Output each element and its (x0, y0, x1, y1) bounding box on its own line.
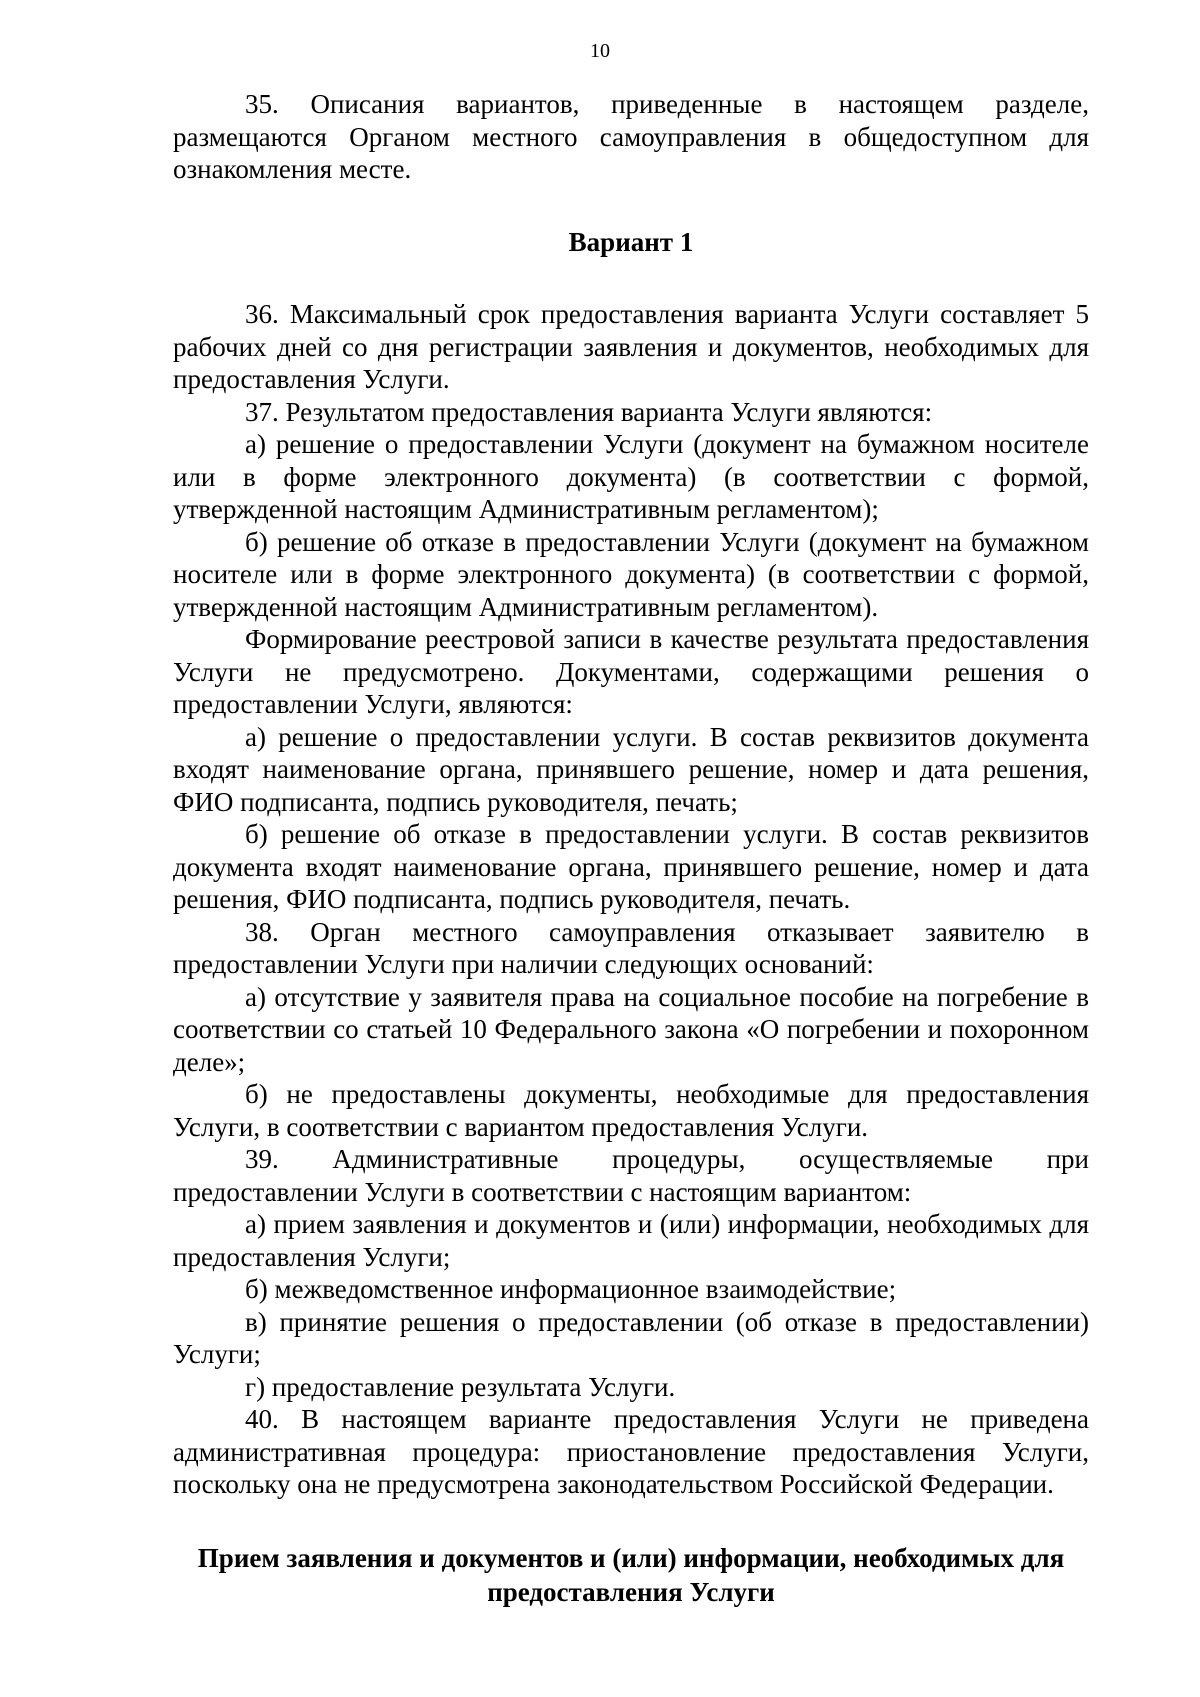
paragraph-39-c: в) принятие решения о предоставлении (об отказе в предоставлении) Услуги; (173, 1306, 1089, 1369)
paragraph-36: 36. Максимальный срок предоставления варианта Услуги составляет 5 рабочих дней со дня регистрации заявления и документов, необходимых для предоставления Услуги. (173, 299, 1089, 394)
paragraph-37-a: а) решение о предоставлении Услуги (документ на бумажном носителе или в форме электронного документа) (в соответствии с формой, утвержденной настоящим Административным регламентом); (173, 429, 1089, 524)
paragraph-35: 35. Описания вариантов, приведенные в настоящем разделе, размещаются Органом местного самоуправления в общедоступном для ознакомления месте. (173, 89, 1089, 184)
paragraph-39-d: г) предоставление результата Услуги. (245, 1371, 676, 1402)
paragraph-39-a: а) прием заявления и документов и (или) информации, необходимых для предоставления Услуги; (173, 1209, 1089, 1272)
paragraph-37-registry: Формирование реестровой записи в качестве результата предоставления Услуги не предусмотрено. Документами, содержащими решения о предоставлении Услуги, являются: (173, 624, 1089, 719)
paragraph-37-doc-b: б) решение об отказе в предоставлении услуги. В состав реквизитов документа входят наименование органа, принявшего решение, номер и дата решения, ФИО подписанта, подпись руководителя, печать. (173, 819, 1089, 914)
paragraph-38-a: а) отсутствие у заявителя права на социальное пособие на погребение в соответствии со статьей 10 Федерального закона «О погребении и похоронном деле»; (173, 981, 1089, 1077)
document-body (173, 88, 1089, 1609)
paragraph-38-b: б) не предоставлены документы, необходимые для предоставления Услуги, в соответствии с вариантом предоставления Услуги. (173, 1079, 1089, 1142)
paragraph-38: 38. Орган местного самоуправления отказывает заявителю в предоставлении Услуги при наличии следующих оснований: (173, 916, 1089, 979)
paragraph-37: 37. Результатом предоставления варианта Услуги являются: (245, 396, 933, 427)
paragraph-40: 40. В настоящем варианте предоставления Услуги не приведена административная процедура: приостановление предоставления Услуги, поскольку она не предусмотрена законодательством Российской Федерации. (173, 1404, 1089, 1499)
paragraph-39: 39. Административные процедуры, осуществляемые при предоставлении Услуги в соответствии с настоящим вариантом: (173, 1144, 1089, 1207)
page-number: 10 (590, 40, 610, 62)
section-heading: Прием заявления и документов и (или) информации, необходимых для предоставления Услуги (197, 1542, 1065, 1607)
paragraph-37-b: б) решение об отказе в предоставлении Услуги (документ на бумажном носителе или в форме электронного документа) (в соответствии с формой, утвержденной настоящим Административным регламентом). (173, 526, 1089, 622)
paragraph-37-doc-a: а) решение о предоставлении услуги. В состав реквизитов документа входят наименование органа, принявшего решение, номер и дата решения, ФИО подписанта, подпись руководителя, печать; (173, 721, 1089, 817)
variant-heading: Вариант 1 (568, 226, 694, 257)
paragraph-39-b: б) межведомственное информационное взаимодействие; (245, 1274, 897, 1304)
